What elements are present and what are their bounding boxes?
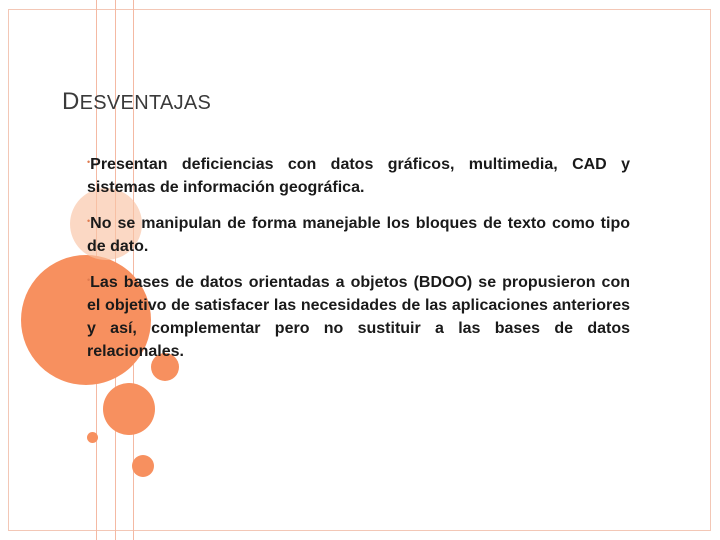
bullet-icon: • — [87, 216, 91, 226]
list-item-text: Presentan deficiencias con datos gráficos, multimedia, CAD y sistemas de información geográfica. — [87, 156, 630, 196]
bullet-list — [87, 151, 630, 374]
list-item-text: Las bases de datos orientadas a objetos (BDOO) se propusieron con el objetivo de satisfacer las necesidades de las aplicaciones anteriores y así, complementar pero no sustituir a las bases de datos relacionales. — [87, 274, 630, 360]
title-initial: D — [62, 88, 80, 115]
list-item — [87, 269, 630, 363]
decor-circle-medium — [103, 383, 155, 435]
decor-circle-tiny — [87, 432, 98, 443]
slide-title — [62, 88, 211, 116]
list-item-text: No se manipulan de forma manejable los bloques de texto como tipo de dato. — [87, 215, 630, 255]
list-item — [87, 151, 630, 199]
title-rest: ESVENTAJAS — [79, 92, 212, 114]
bullet-icon: • — [87, 275, 91, 285]
list-item — [87, 210, 630, 258]
bullet-icon: • — [87, 157, 91, 167]
decor-circle-small — [132, 455, 154, 477]
